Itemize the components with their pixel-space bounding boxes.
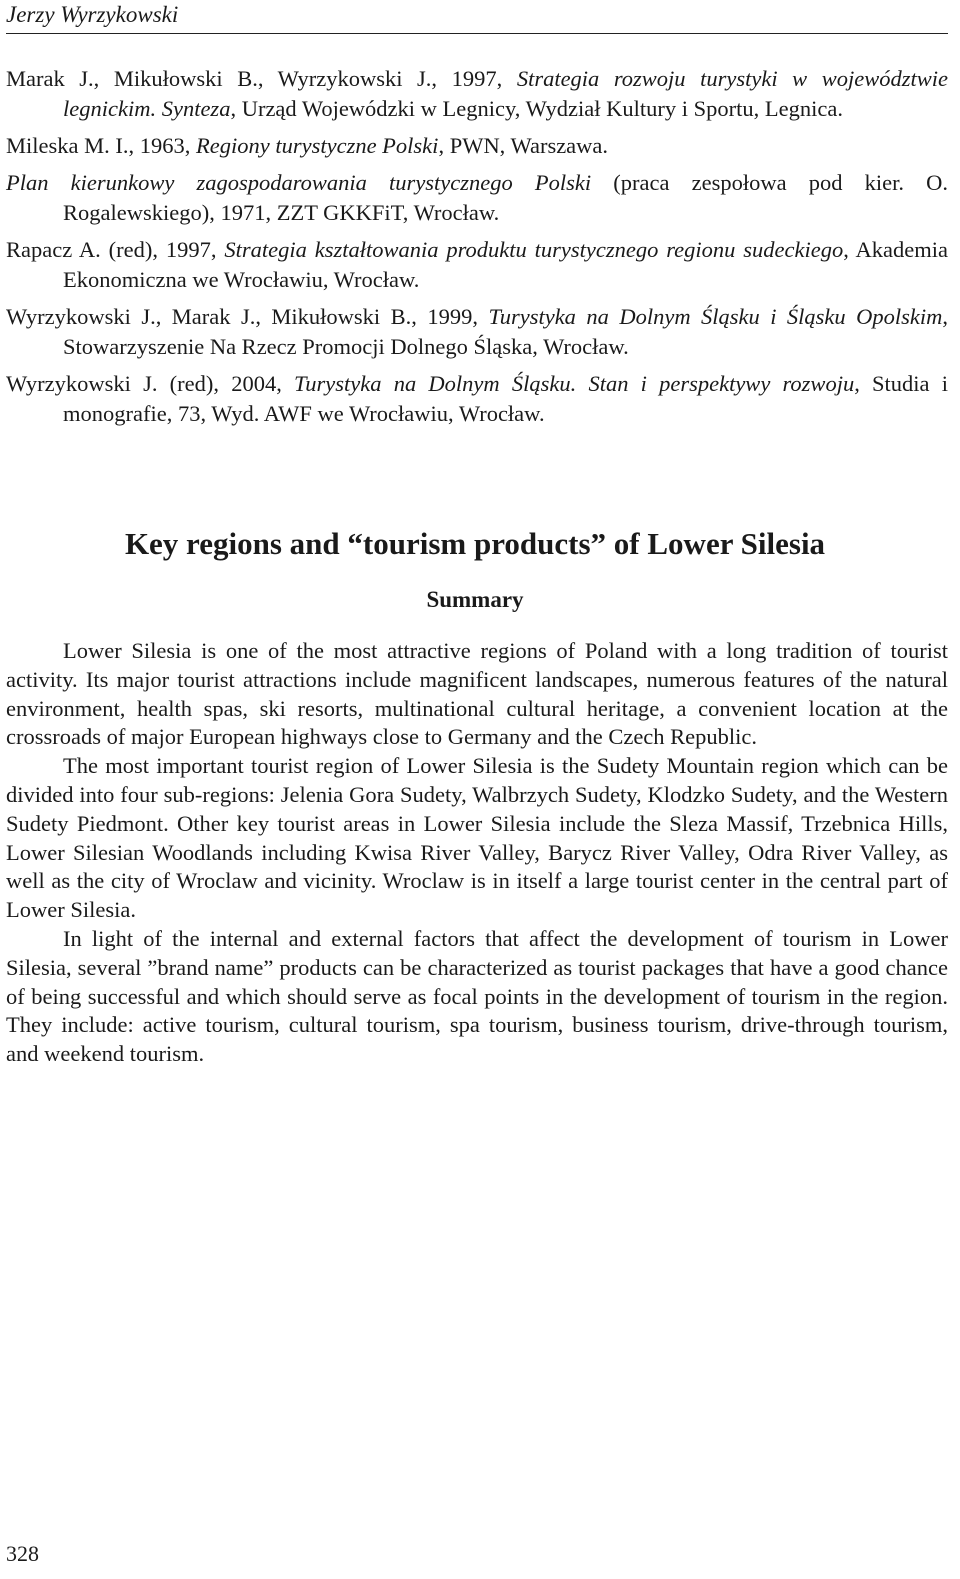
- reference-item: [6, 235, 948, 295]
- reference-item: [6, 168, 948, 228]
- reference-authors: Wyrzykowski J., Marak J., Mikułowski B., 1999,: [6, 304, 489, 329]
- reference-publisher: , Stowarzyszenie Na Rzecz Promocji Dolnego Śląska, Wrocław.: [63, 304, 948, 359]
- summary-paragraph: The most important tourist region of Lower Silesia is the Sudety Mountain region which can be divided into four sub-regions: Jelenia Gora Sudety, Walbrzych Sudety, Klodzko Sudety, and the Western Sudety Piedmont. Other key tourist areas in Lower Silesia include the Sleza Massif, Trzebnica Hills, Lower Silesian Woodlands including Kwisa River Valley, Barycz River Valley, Odra River Valley, as well as the city of Wroclaw and vicinity. Wroclaw is in itself a large tourist center in the central part of Lower Silesia.: [6, 753, 948, 923]
- reference-item: [6, 64, 948, 124]
- reference-title: Turystyka na Dolnym Śląsku i Śląsku Opolskim: [488, 304, 943, 329]
- page-number: 328: [6, 1541, 39, 1566]
- summary-heading: Summary: [426, 587, 524, 612]
- reference-authors: Marak J., Mikułowski B., Wyrzykowski J., 1997,: [6, 66, 517, 91]
- summary-paragraph: Lower Silesia is one of the most attractive regions of Poland with a long tradition of tourist activity. Its major tourist attractions include magnificent landscapes, numerous features of the natural environment, health spas, ski resorts, multinational cultural heritage, a convenient location at the crossroads of major European highways close to Germany and the Czech Republic.: [6, 638, 948, 750]
- reference-item: [6, 369, 948, 429]
- summary-paragraph: In light of the internal and external factors that affect the development of tourism in Lower Silesia, several ”brand name” products can be characterized as tourist packages that have a good chance of being successful and which should serve as focal points in the development of tourism in the region. They include: active tourism, cultural tourism, spa tourism, business tourism, drive-through tourism, and weekend tourism.: [6, 925, 948, 1067]
- article-title: Key regions and “tourism products” of Lower Silesia: [124, 526, 826, 561]
- reference-publisher: , Akademia Ekonomiczna we Wrocławiu, Wrocław.: [63, 237, 948, 292]
- reference-item: [6, 302, 948, 362]
- running-head: Jerzy Wyrzykowski: [6, 2, 179, 27]
- reference-list: [6, 64, 948, 436]
- reference-title: Plan kierunkowy zagospodarowania turystycznego Polski: [6, 170, 592, 195]
- reference-authors: Mileska M. I., 1963,: [6, 133, 196, 158]
- reference-title: Strategia rozwoju turystyki w województwie legnickim. Synteza: [63, 66, 948, 121]
- reference-item: [6, 131, 948, 161]
- reference-publisher: , PWN, Warszawa.: [438, 133, 609, 158]
- reference-publisher: , Urząd Wojewódzki w Legnicy, Wydział Kultury i Sportu, Legnica.: [230, 96, 843, 121]
- summary-body: [6, 637, 948, 1069]
- reference-publisher: (praca zespołowa pod kier. O. Rogalewskiego), 1971, ZZT GKKFiT, Wrocław.: [63, 170, 948, 225]
- header-rule: [6, 33, 948, 34]
- reference-title: Strategia kształtowania produktu turystycznego regionu sudeckiego: [224, 237, 844, 262]
- reference-title: Turystyka na Dolnym Śląsku. Stan i perspektywy rozwoju: [294, 371, 855, 396]
- reference-publisher: , Studia i monografie, 73, Wyd. AWF we Wrocławiu, Wrocław.: [63, 371, 948, 426]
- reference-title: Regiony turystyczne Polski: [196, 133, 439, 158]
- reference-authors: Wyrzykowski J. (red), 2004,: [6, 371, 295, 396]
- reference-authors: Rapacz A. (red), 1997,: [6, 237, 225, 262]
